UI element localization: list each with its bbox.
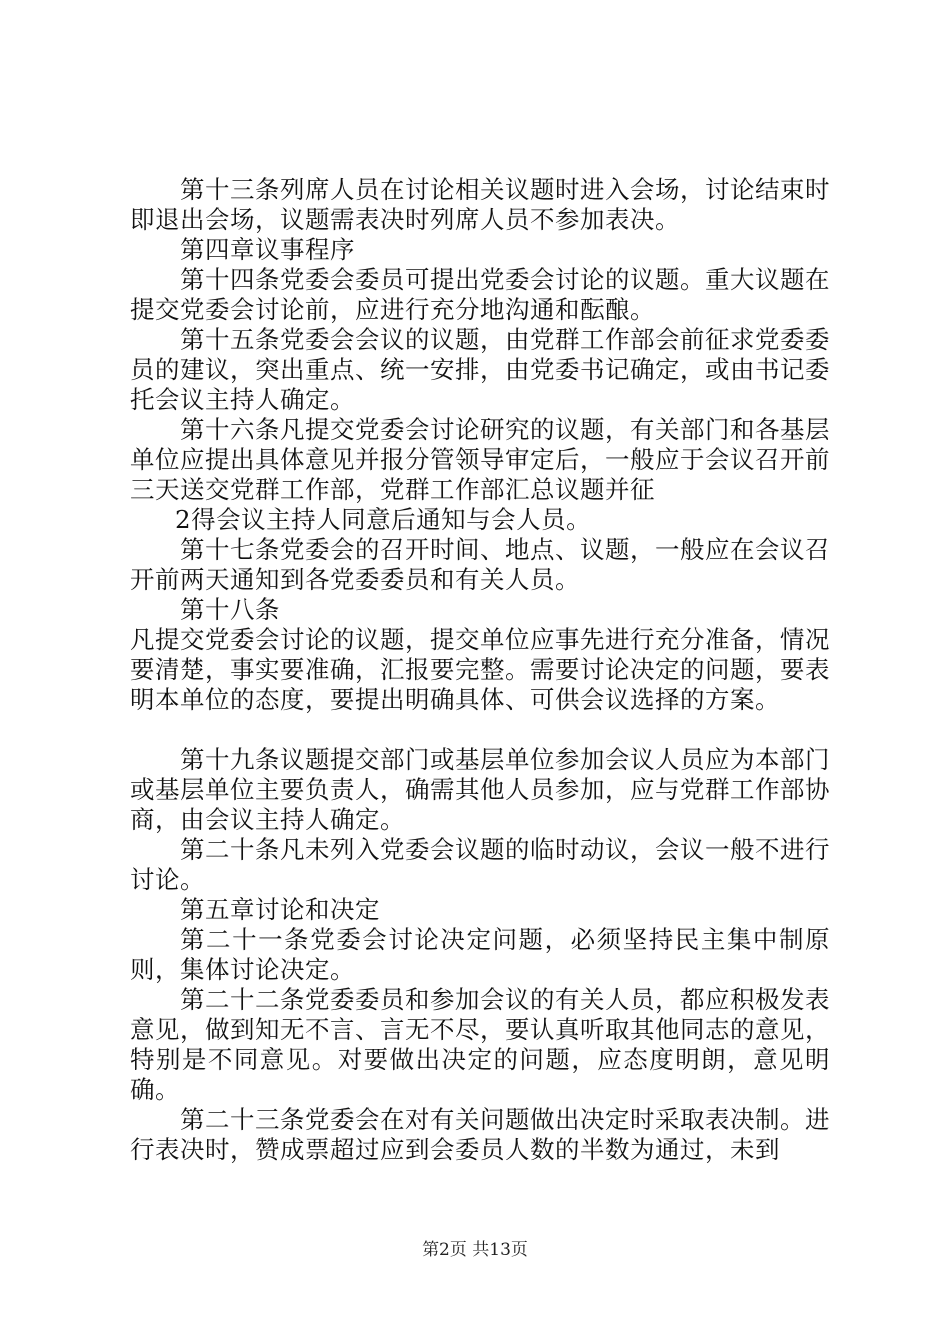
- paragraph-article-14: 第十四条党委会委员可提出党委会讨论的议题。重大议题在提交党委会讨论前，应进行充分地沟通和酝酿。: [130, 265, 830, 324]
- paragraph-article-18: 凡提交党委会讨论的议题，提交单位应事先进行充分准备，情况要清楚，事实要准确，汇报要完整。需要讨论决定的问题，要表明本单位的态度，要提出明确具体、可供会议选择的方案。: [130, 625, 830, 714]
- paragraph-article-21: 第二十一条党委会讨论决定问题，必须坚持民主集中制原则，集体讨论决定。: [130, 925, 830, 984]
- paragraph-article-17: 第十七条党委会的召开时间、地点、议题，一般应在会议召开前两天通知到各党委委员和有关人员。: [130, 535, 830, 594]
- paragraph-article-16: 第十六条凡提交党委会讨论研究的议题，有关部门和各基层单位应提出具体意见并报分管领导审定后，一般应于会议召开前三天送交党群工作部，党群工作部汇总议题并征: [130, 415, 830, 504]
- document-body: [130, 175, 830, 1165]
- paragraph-article-22: 第二十二条党委委员和参加会议的有关人员，都应积极发表意见，做到知无不言、言无不尽，要认真听取其他同志的意见，特别是不同意见。对要做出决定的问题，应态度明朗，意见明确。: [130, 985, 830, 1104]
- chapter-heading-5: 第五章讨论和决定: [180, 895, 380, 924]
- paragraph-article-13: 第十三条列席人员在讨论相关议题时进入会场，讨论结束时即退出会场，议题需表决时列席人员不参加表决。: [130, 175, 830, 234]
- article-18-heading: 第十八条: [180, 595, 280, 624]
- paragraph-article-19: 第十九条议题提交部门或基层单位参加会议人员应为本部门或基层单位主要负责人，确需其他人员参加，应与党群工作部协商，由会议主持人确定。: [130, 745, 830, 834]
- paragraph-article-15: 第十五条党委会会议的议题，由党群工作部会前征求党委委员的建议，突出重点、统一安排，由党委书记确定，或由书记委托会议主持人确定。: [130, 325, 830, 414]
- page-footer: [0, 1240, 950, 1260]
- page-number-label: 第2页 共13页: [422, 1240, 528, 1260]
- chapter-heading-4: 第四章议事程序: [180, 235, 355, 264]
- paragraph-article-23: 第二十三条党委会在对有关问题做出决定时采取表决制。进行表决时，赞成票超过应到会委员人数的半数为通过，未到: [130, 1105, 830, 1164]
- paragraph-article-20: 第二十条凡未列入党委会议题的临时动议，会议一般不进行讨论。: [130, 835, 830, 894]
- paragraph-article-16-continued: 2得会议主持人同意后通知与会人员。: [175, 505, 592, 534]
